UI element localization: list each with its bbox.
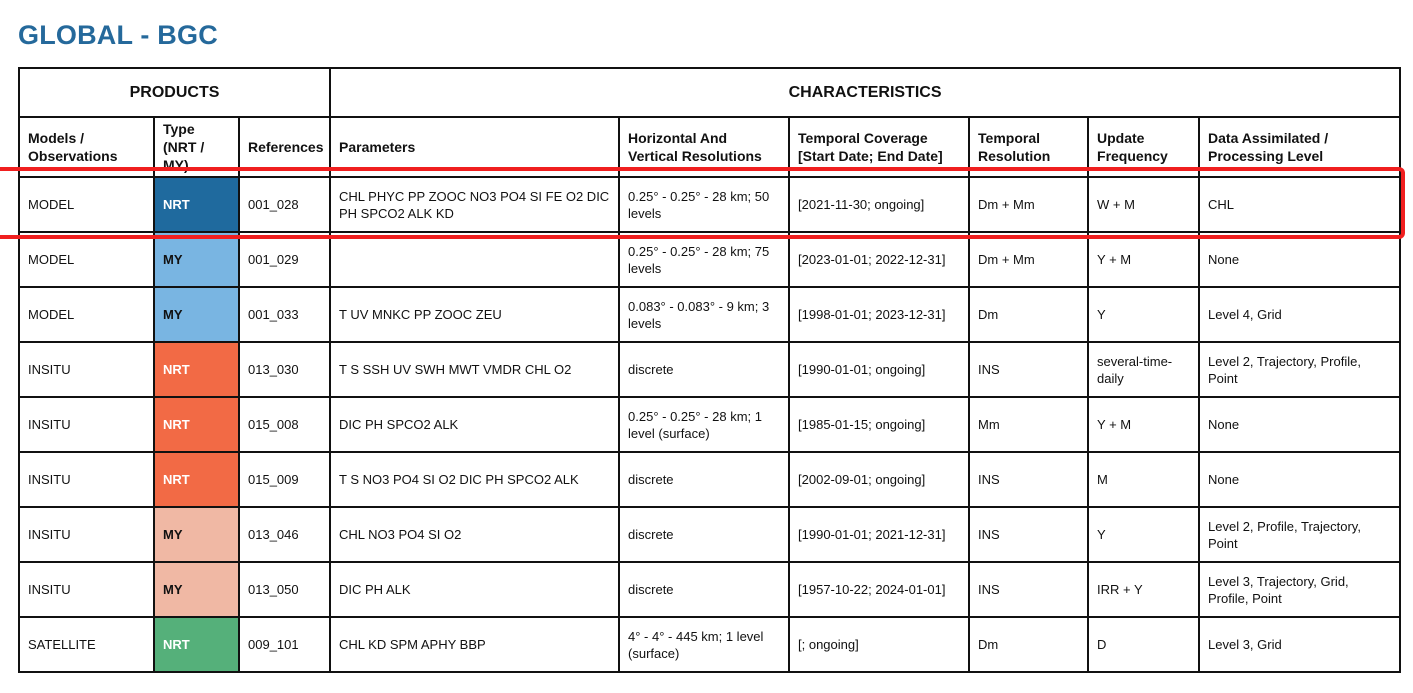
cell-temporal-resolution: Dm	[969, 617, 1088, 672]
cell-data-assimilated: Level 2, Trajectory, Profile, Point	[1199, 342, 1400, 397]
cell-update-frequency: Y + M	[1088, 232, 1199, 287]
column-header-type: Type (NRT / MY)	[154, 117, 239, 177]
cell-resolution: 0.25° - 0.25° - 28 km; 1 level (surface)	[619, 397, 789, 452]
cell-temporal-resolution: INS	[969, 562, 1088, 617]
cell-temporal-resolution: INS	[969, 507, 1088, 562]
cell-resolution: 0.083° - 0.083° - 9 km; 3 levels	[619, 287, 789, 342]
cell-coverage: [1990-01-01; ongoing]	[789, 342, 969, 397]
cell-data-assimilated: Level 3, Trajectory, Grid, Profile, Point	[1199, 562, 1400, 617]
cell-data-assimilated: Level 4, Grid	[1199, 287, 1400, 342]
cell-reference: 009_101	[239, 617, 330, 672]
table-row	[19, 342, 1400, 397]
cell-type: MY	[154, 232, 239, 287]
cell-model: INSITU	[19, 342, 154, 397]
cell-reference: 015_009	[239, 452, 330, 507]
cell-parameters: T S NO3 PO4 SI O2 DIC PH SPCO2 ALK	[330, 452, 619, 507]
cell-temporal-resolution: INS	[969, 452, 1088, 507]
cell-coverage: [1998-01-01; 2023-12-31]	[789, 287, 969, 342]
table-row	[19, 232, 1400, 287]
products-group-header: PRODUCTS	[19, 68, 330, 117]
cell-reference: 001_028	[239, 177, 330, 232]
table-row	[19, 452, 1400, 507]
column-header-data-assimilated: Data Assimilated / Processing Level	[1199, 117, 1400, 177]
cell-coverage: [; ongoing]	[789, 617, 969, 672]
cell-data-assimilated: CHL	[1199, 177, 1400, 232]
cell-type: MY	[154, 507, 239, 562]
cell-update-frequency: W + M	[1088, 177, 1199, 232]
page-title: GLOBAL - BGC	[18, 20, 218, 50]
column-header-temporal-resolution: Temporal Resolution	[969, 117, 1088, 177]
table-row	[19, 397, 1400, 452]
cell-parameters: CHL KD SPM APHY BBP	[330, 617, 619, 672]
column-header-references: References	[239, 117, 330, 177]
cell-update-frequency: several-time-daily	[1088, 342, 1199, 397]
table-row	[19, 287, 1400, 342]
column-header-update-frequency: Update Frequency	[1088, 117, 1199, 177]
products-table	[18, 67, 1401, 673]
cell-temporal-resolution: Dm + Mm	[969, 177, 1088, 232]
cell-coverage: [2023-01-01; 2022-12-31]	[789, 232, 969, 287]
cell-data-assimilated: None	[1199, 452, 1400, 507]
cell-type: NRT	[154, 342, 239, 397]
cell-temporal-resolution: Dm	[969, 287, 1088, 342]
cell-parameters	[330, 232, 619, 287]
column-header-parameters: Parameters	[330, 117, 619, 177]
cell-parameters: CHL PHYC PP ZOOC NO3 PO4 SI FE O2 DIC PH SPCO2 ALK KD	[330, 177, 619, 232]
cell-parameters: DIC PH ALK	[330, 562, 619, 617]
cell-resolution: 4° - 4° - 445 km; 1 level (surface)	[619, 617, 789, 672]
table-row	[19, 562, 1400, 617]
cell-data-assimilated: Level 3, Grid	[1199, 617, 1400, 672]
cell-reference: 001_029	[239, 232, 330, 287]
cell-type: MY	[154, 287, 239, 342]
characteristics-group-header: CHARACTERISTICS	[330, 68, 1400, 117]
cell-type: NRT	[154, 452, 239, 507]
cell-coverage: [1985-01-15; ongoing]	[789, 397, 969, 452]
cell-data-assimilated: Level 2, Profile, Trajectory, Point	[1199, 507, 1400, 562]
column-header-temporal-coverage: Temporal Coverage [Start Date; End Date]	[789, 117, 969, 177]
table-row	[19, 507, 1400, 562]
cell-reference: 013_030	[239, 342, 330, 397]
cell-resolution: discrete	[619, 342, 789, 397]
cell-resolution: 0.25° - 0.25° - 28 km; 75 levels	[619, 232, 789, 287]
table-row	[19, 617, 1400, 672]
cell-model: MODEL	[19, 232, 154, 287]
cell-temporal-resolution: Dm + Mm	[969, 232, 1088, 287]
cell-resolution: discrete	[619, 452, 789, 507]
cell-update-frequency: Y + M	[1088, 397, 1199, 452]
table-row	[19, 177, 1400, 232]
cell-parameters: T UV MNKC PP ZOOC ZEU	[330, 287, 619, 342]
cell-coverage: [2021-11-30; ongoing]	[789, 177, 969, 232]
cell-model: INSITU	[19, 397, 154, 452]
cell-update-frequency: D	[1088, 617, 1199, 672]
cell-parameters: DIC PH SPCO2 ALK	[330, 397, 619, 452]
cell-parameters: T S SSH UV SWH MWT VMDR CHL O2	[330, 342, 619, 397]
cell-data-assimilated: None	[1199, 232, 1400, 287]
cell-resolution: discrete	[619, 507, 789, 562]
cell-resolution: 0.25° - 0.25° - 28 km; 50 levels	[619, 177, 789, 232]
cell-coverage: [2002-09-01; ongoing]	[789, 452, 969, 507]
cell-data-assimilated: None	[1199, 397, 1400, 452]
cell-coverage: [1990-01-01; 2021-12-31]	[789, 507, 969, 562]
cell-type: NRT	[154, 177, 239, 232]
cell-reference: 013_050	[239, 562, 330, 617]
column-header-resolutions: Horizontal And Vertical Resolutions	[619, 117, 789, 177]
cell-reference: 001_033	[239, 287, 330, 342]
cell-coverage: [1957-10-22; 2024-01-01]	[789, 562, 969, 617]
cell-type: NRT	[154, 397, 239, 452]
column-header-models: Models / Observations	[19, 117, 154, 177]
cell-model: INSITU	[19, 507, 154, 562]
cell-model: MODEL	[19, 287, 154, 342]
cell-type: NRT	[154, 617, 239, 672]
cell-update-frequency: M	[1088, 452, 1199, 507]
cell-update-frequency: Y	[1088, 507, 1199, 562]
cell-temporal-resolution: INS	[969, 342, 1088, 397]
cell-update-frequency: IRR + Y	[1088, 562, 1199, 617]
cell-type: MY	[154, 562, 239, 617]
cell-update-frequency: Y	[1088, 287, 1199, 342]
cell-temporal-resolution: Mm	[969, 397, 1088, 452]
cell-model: SATELLITE	[19, 617, 154, 672]
cell-reference: 015_008	[239, 397, 330, 452]
cell-resolution: discrete	[619, 562, 789, 617]
cell-reference: 013_046	[239, 507, 330, 562]
cell-model: INSITU	[19, 452, 154, 507]
cell-parameters: CHL NO3 PO4 SI O2	[330, 507, 619, 562]
cell-model: MODEL	[19, 177, 154, 232]
cell-model: INSITU	[19, 562, 154, 617]
